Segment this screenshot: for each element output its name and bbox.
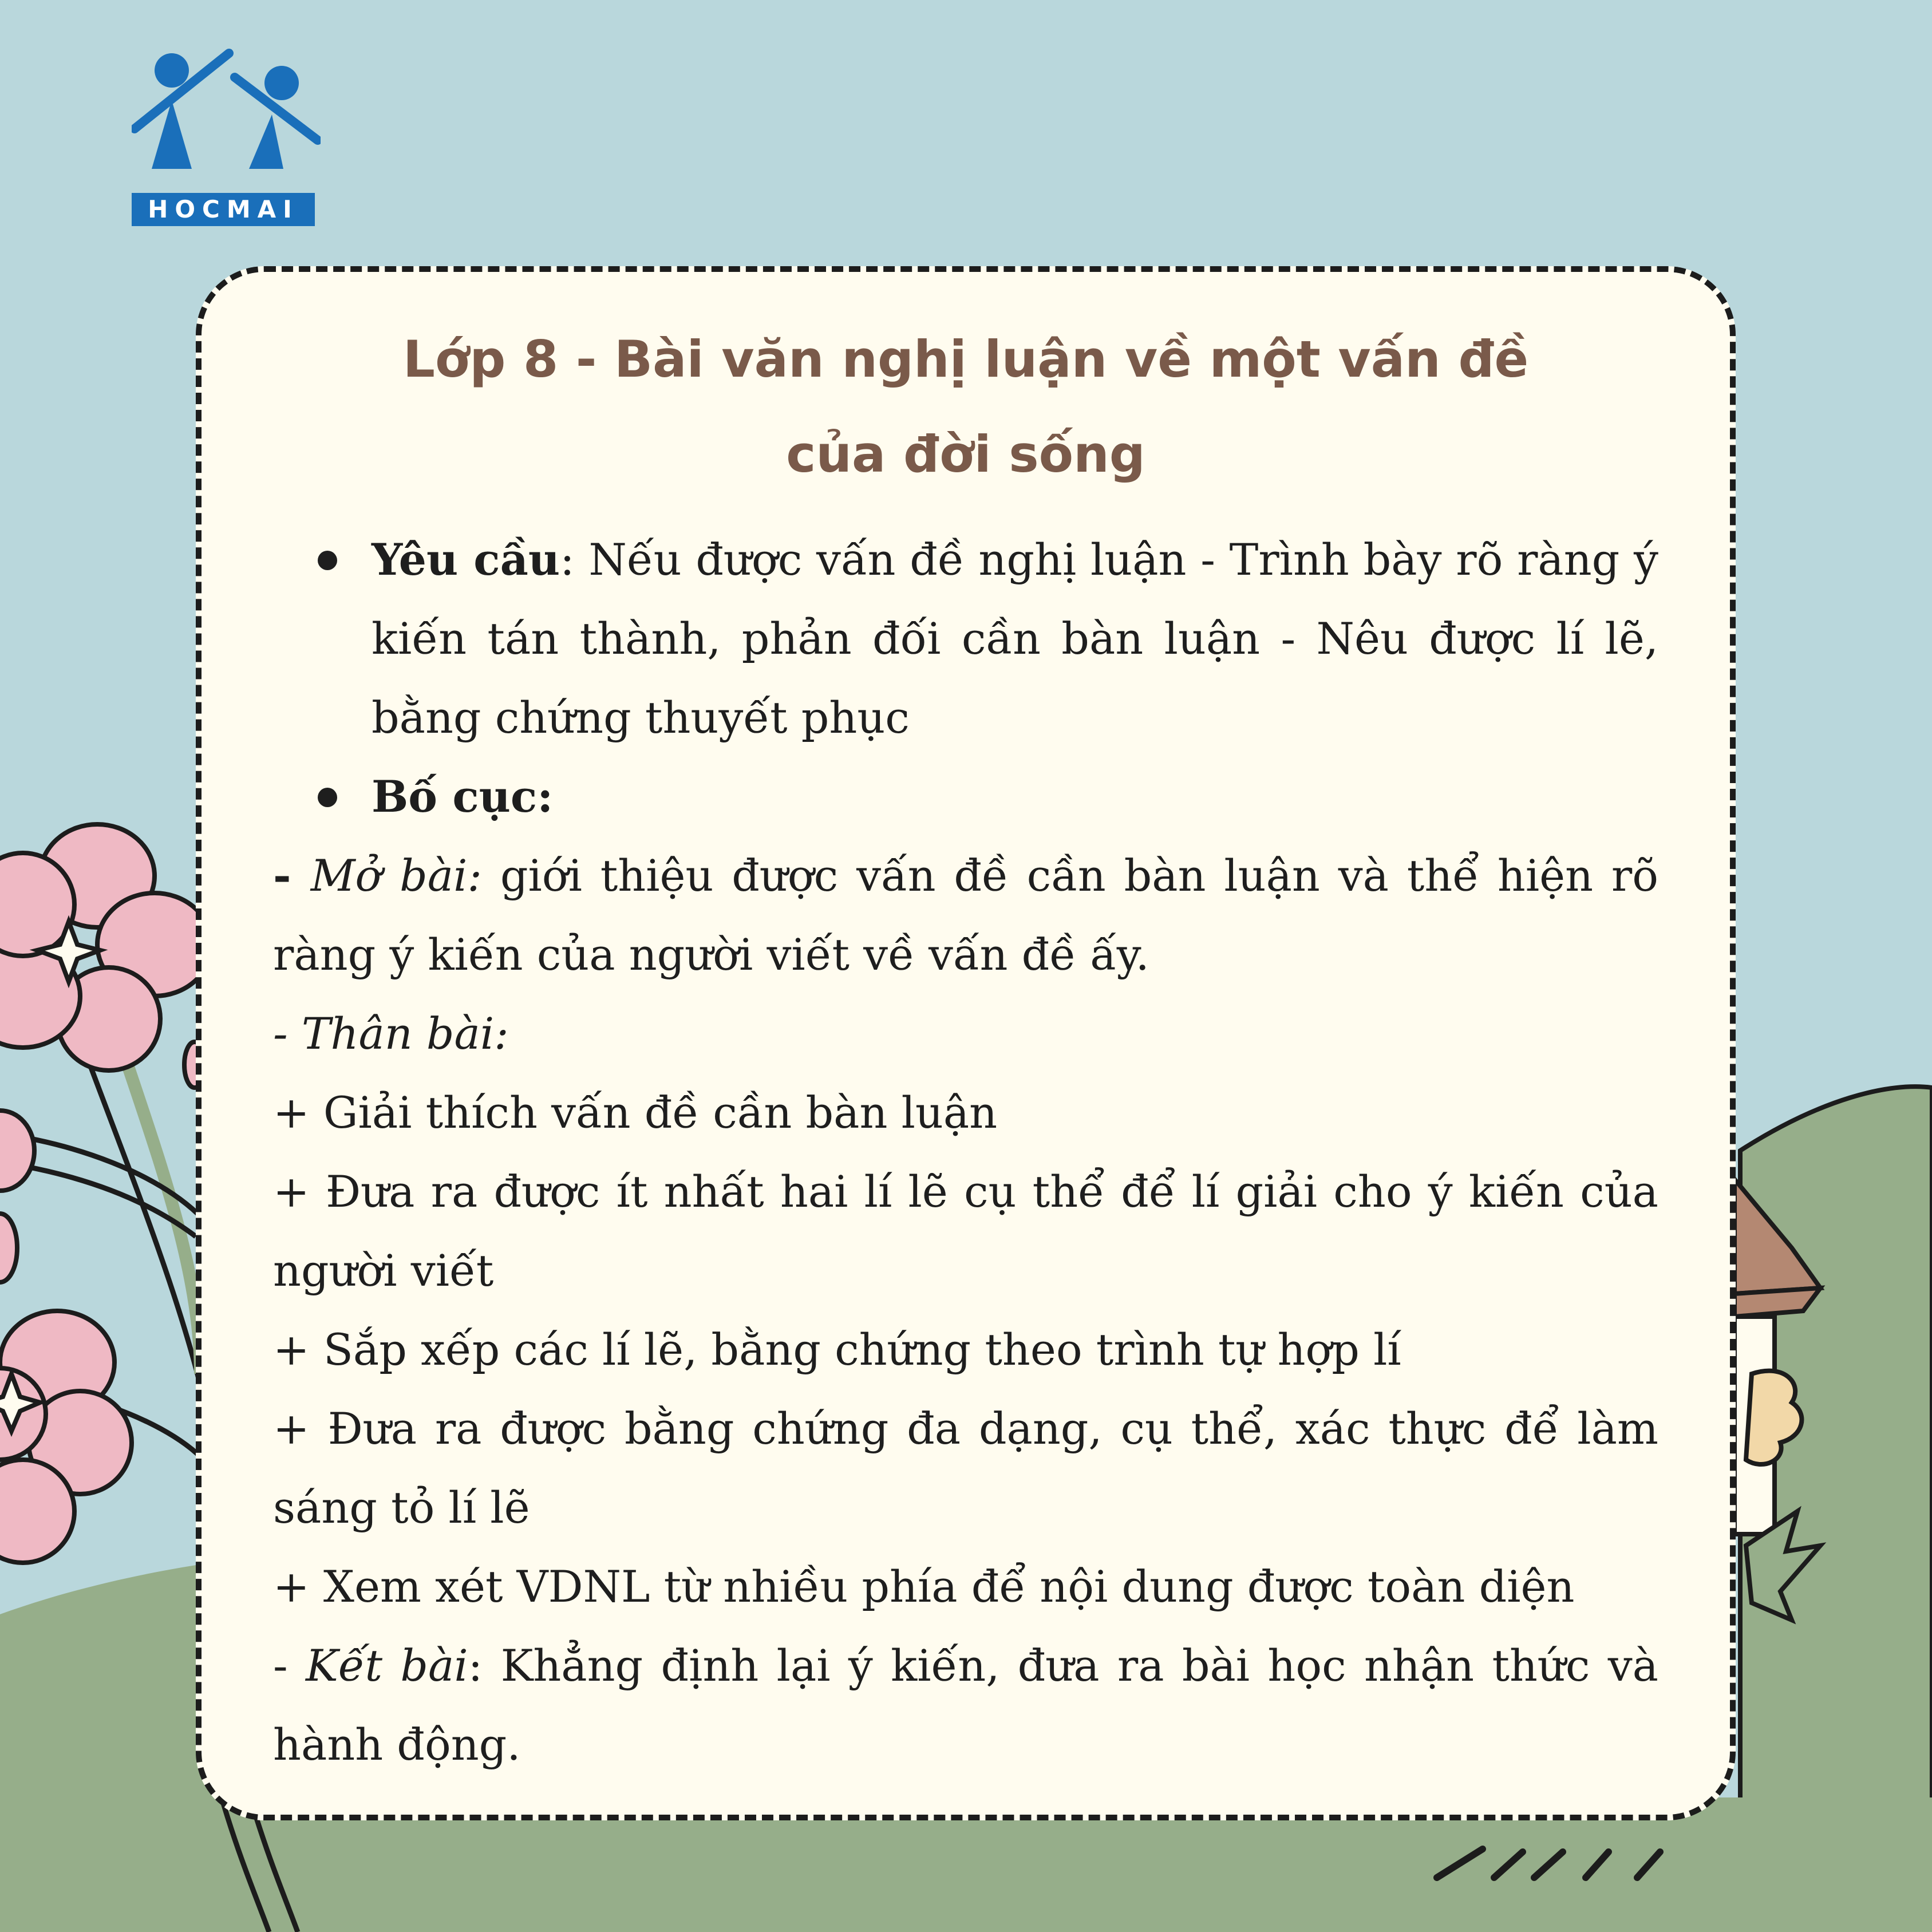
body-point: + Sắp xếp các lí lẽ, bằng chứng theo trình tự hợp lí [273,1324,1401,1375]
requirement-text: : Nếu được vấn đề nghị luận - Trình bày rõ ràng ý kiến tán thành, phản đối cần bàn luận - Nêu được lí lẽ, bằng chứng thuyết phục [372,534,1658,743]
content-card [196,266,1736,1820]
body-heading [273,994,1658,1073]
requirement-label: Yêu cầu [372,534,560,585]
flower-top-left [0,824,212,1070]
conclusion-text: : Khẳng định lại ý kiến, đưa ra bài học nhận thức và hành động. [273,1640,1658,1770]
flower-bottom-left [0,1311,132,1563]
structure-label: Bố cục: [372,771,554,822]
intro-text: giới thiệu được vấn đề cần bàn luận và thể hiện rõ ràng ý kiến của người viết về vấn đề ấy. [273,850,1658,980]
body-point: + Đưa ra được bằng chứng đa dạng, cụ thể, xác thực để làm sáng tỏ lí lẽ [273,1403,1658,1533]
intro-paragraph [273,836,1658,994]
logo-text: HOCMAI [132,193,315,226]
card-title-line-2: của đời sống [786,425,1145,484]
flower-bud-left [0,1042,205,1282]
logo-figures-icon [132,49,321,192]
conclusion-paragraph [273,1626,1658,1784]
card-title-line-1: Lớp 8 - Bài văn nghị luận về một vấn đề [402,330,1529,389]
bullet-dot-icon [318,788,337,807]
requirement-bullet [273,520,1658,757]
card-title [273,312,1658,502]
intro-label: Mở bài: [310,850,483,901]
body-point: + Đưa ra được ít nhất hai lí lẽ cụ thể để lí giải cho ý kiến của người viết [273,1166,1658,1296]
hocmai-logo [132,49,321,226]
intro-dash: - [273,850,311,901]
conclusion-dash: - [273,1640,306,1691]
body-label: - Thân bài: [273,1008,509,1059]
card-content [273,520,1658,1784]
bullet-dot-icon [318,551,337,570]
body-point: + Giải thích vấn đề cần bàn luận [273,1087,998,1138]
conclusion-label: Kết bài [306,1640,468,1691]
body-point: + Xem xét VDNL từ nhiều phía để nội dung được toàn diện [273,1561,1575,1612]
structure-bullet [273,757,1658,836]
